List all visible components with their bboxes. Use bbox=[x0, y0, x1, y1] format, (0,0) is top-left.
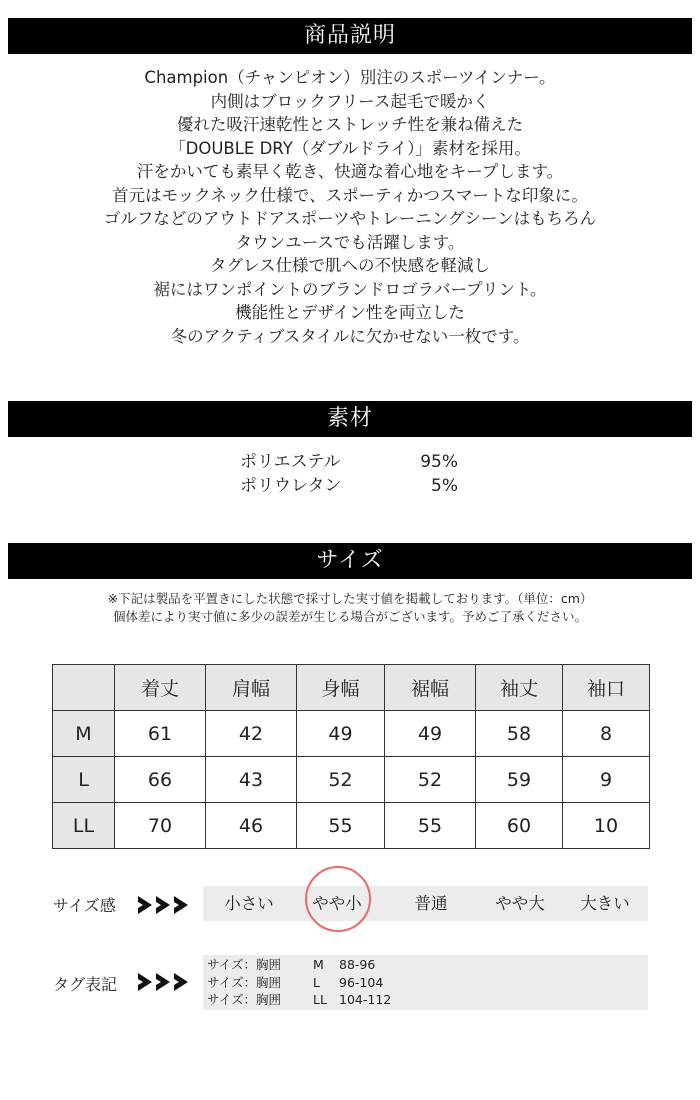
size-note bbox=[0, 590, 700, 626]
triple-chevron-right-icon bbox=[138, 971, 192, 993]
table-cell: 66 bbox=[115, 757, 206, 803]
size-label-cell: LL bbox=[53, 803, 115, 849]
size-feel-option-slightly-small: やや小 bbox=[312, 894, 362, 913]
size-table-header: 裾幅 bbox=[385, 665, 476, 711]
table-cell: 52 bbox=[297, 757, 385, 803]
material-percent: 95% bbox=[420, 452, 458, 472]
material-row bbox=[240, 474, 500, 498]
table-cell: 60 bbox=[476, 803, 563, 849]
description-section-header: 商品説明 bbox=[8, 18, 692, 54]
tag-size: M bbox=[313, 957, 324, 972]
size-note-line: ※下記は製品を平置きにした状態で採寸した実寸値を掲載しております。（単位：cm） bbox=[107, 591, 593, 606]
size-table-header: 肩幅 bbox=[206, 665, 297, 711]
material-name: ポリウレタン bbox=[240, 476, 342, 496]
description-line: 裾にはワンポイントのブランドロゴラバープリント。 bbox=[153, 279, 547, 299]
description-line: 優れた吸汗速乾性とストレッチ性を兼ね備えた bbox=[176, 115, 524, 134]
size-table bbox=[52, 664, 650, 849]
size-feel-option-slightly-large: やや大 bbox=[495, 894, 545, 913]
description-line: 「DOUBLE DRY（ダブルドライ）」素材を採用。 bbox=[169, 138, 531, 158]
table-row bbox=[53, 757, 650, 803]
material-list bbox=[240, 450, 500, 498]
tag-notation-line bbox=[203, 956, 648, 974]
size-feel-option-small: 小さい bbox=[224, 894, 274, 913]
tag-notation-label: タグ表記 bbox=[53, 975, 118, 994]
size-section-header: サイズ bbox=[8, 543, 692, 579]
table-row bbox=[53, 803, 650, 849]
tag-prefix: サイズ：胸囲 bbox=[207, 957, 282, 972]
material-section-header: 素材 bbox=[8, 401, 692, 437]
description-line: タグレス仕様で肌への不快感を軽減し bbox=[209, 256, 490, 275]
table-cell: 42 bbox=[206, 711, 297, 757]
size-feel-scale bbox=[203, 886, 648, 921]
tag-notation-line bbox=[203, 991, 648, 1009]
table-cell: 49 bbox=[297, 711, 385, 757]
tag-range: 88-96 bbox=[339, 957, 376, 972]
tag-range: 104-112 bbox=[339, 992, 392, 1007]
description-line: タウンユースでも活躍します。 bbox=[235, 232, 465, 252]
size-feel-option-large: 大きい bbox=[580, 894, 630, 913]
size-label-cell: L bbox=[53, 757, 115, 803]
table-cell: 9 bbox=[563, 757, 650, 803]
tag-prefix: サイズ：胸囲 bbox=[207, 992, 282, 1007]
description-line: 冬のアクティブスタイルに欠かせない一枚です。 bbox=[170, 326, 530, 346]
table-cell: 61 bbox=[115, 711, 206, 757]
size-table-header: 袖丈 bbox=[476, 665, 563, 711]
size-table-header: 身幅 bbox=[297, 665, 385, 711]
description-line: Champion（チャンピオン）別注のスポーツインナー。 bbox=[144, 68, 556, 87]
material-name: ポリエステル bbox=[240, 452, 341, 472]
tag-size: LL bbox=[313, 992, 327, 1007]
size-table-header-row bbox=[53, 665, 650, 711]
table-cell: 8 bbox=[563, 711, 650, 757]
size-table-header: 着丈 bbox=[115, 665, 206, 711]
description-line: ゴルフなどのアウトドアスポーツやトレーニングシーンはもちろん bbox=[103, 209, 597, 228]
size-feel-option-normal: 普通 bbox=[414, 894, 448, 913]
table-cell: 52 bbox=[385, 757, 476, 803]
table-cell: 70 bbox=[115, 803, 206, 849]
material-percent: 5% bbox=[431, 476, 458, 496]
tag-range: 96-104 bbox=[339, 974, 384, 990]
size-table-corner-cell bbox=[53, 665, 115, 711]
material-row bbox=[240, 450, 500, 474]
table-cell: 46 bbox=[206, 803, 297, 849]
table-cell: 10 bbox=[563, 803, 650, 849]
table-cell: 49 bbox=[385, 711, 476, 757]
size-feel-label: サイズ感 bbox=[53, 896, 116, 915]
table-cell: 43 bbox=[206, 757, 297, 803]
description-line: 機能性とデザイン性を両立した bbox=[235, 303, 465, 322]
size-note-line: 個体差により実寸値に多少の誤差が生じる場合がございます。予めご了承ください。 bbox=[112, 609, 587, 624]
product-description bbox=[0, 66, 700, 348]
table-row bbox=[53, 711, 650, 757]
size-table-header: 袖口 bbox=[563, 665, 650, 711]
table-cell: 55 bbox=[385, 803, 476, 849]
table-cell: 58 bbox=[476, 711, 563, 757]
description-line: 首元はモックネック仕様で、スポーティかつスマートな印象に。 bbox=[112, 185, 588, 205]
triple-chevron-right-icon bbox=[138, 894, 192, 916]
size-feel-selected-marker bbox=[305, 866, 371, 932]
tag-notation-line bbox=[203, 974, 648, 992]
table-cell: 59 bbox=[476, 757, 563, 803]
tag-prefix: サイズ：胸囲 bbox=[207, 974, 282, 990]
tag-size: L bbox=[313, 974, 320, 990]
size-label-cell: M bbox=[53, 711, 115, 757]
description-line: 汗をかいても素早く乾き、快適な着心地をキープします。 bbox=[136, 162, 564, 181]
tag-notation-box bbox=[203, 955, 648, 1010]
table-cell: 55 bbox=[297, 803, 385, 849]
description-line: 内側はブロックフリース起毛で暖かく bbox=[210, 91, 490, 111]
